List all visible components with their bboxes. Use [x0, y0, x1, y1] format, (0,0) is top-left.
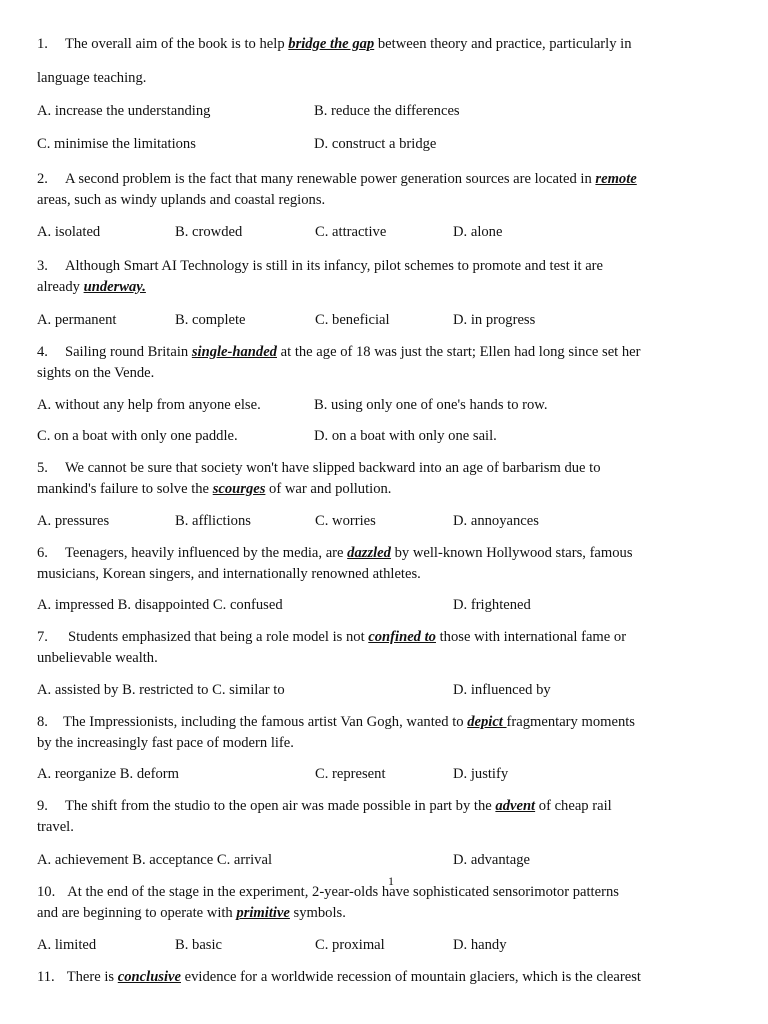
question-6-line-2: musicians, Korean singers, and internationally renowned athletes. — [37, 566, 421, 582]
question-text: At the end of the stage in the experiment, 2-year-olds have sophisticated sensorimotor patterns — [67, 884, 619, 900]
question-number: 2. — [37, 171, 48, 187]
option-d: D. handy — [453, 937, 507, 953]
question-text: by well-known Hollywood stars, famous — [390, 545, 633, 561]
question-9-line-2: travel. — [37, 819, 74, 835]
question-text: Although Smart AI Technology is still in its infancy, pilot schemes to promote and test it are — [64, 258, 604, 274]
question-7-line-2: unbelievable wealth. — [37, 650, 158, 666]
question-text: The overall aim of the book is to help — [64, 36, 289, 52]
question-11-line-1 — [37, 968, 641, 986]
question-number: 8. — [37, 714, 48, 730]
keyword: scourges — [212, 481, 266, 497]
keyword: advent — [495, 798, 536, 814]
option-a: A. limited — [37, 937, 97, 953]
question-4-line-2: sights on the Vende. — [37, 365, 155, 381]
option-b: B. crowded — [175, 224, 243, 240]
question-6-line-1 — [37, 544, 633, 562]
question-5-line-1 — [37, 459, 601, 477]
question-2-line-1 — [37, 170, 637, 188]
option-d: D. construct a bridge — [314, 136, 437, 152]
option-c: C. beneficial — [315, 312, 390, 328]
question-4-line-1 — [37, 343, 641, 361]
option-d: D. on a boat with only one sail. — [314, 428, 497, 444]
question-8-line-2: by the increasingly fast pace of modern life. — [37, 735, 294, 751]
question-text: already — [37, 279, 84, 295]
question-text: of cheap rail — [535, 798, 612, 814]
option-d: D. in progress — [453, 312, 536, 328]
question-text: Teenagers, heavily influenced by the media, are — [64, 545, 348, 561]
options-a-b-c: A. achievement B. acceptance C. arrival — [37, 852, 273, 868]
keyword: single-handed — [191, 344, 277, 360]
question-number: 7. — [37, 629, 48, 645]
question-1-line-1 — [37, 35, 632, 53]
option-d: D. annoyances — [453, 513, 539, 529]
question-3-line-1 — [37, 257, 603, 275]
question-number: 10. — [37, 884, 56, 900]
question-text: There is — [66, 969, 118, 985]
question-text: Students emphasized that being a role model is not — [67, 629, 369, 645]
option-a: A. permanent — [37, 312, 117, 328]
option-d: D. alone — [453, 224, 503, 240]
option-b: B. basic — [175, 937, 223, 953]
option-d: D. frightened — [453, 597, 531, 613]
keyword: primitive — [236, 905, 290, 921]
question-3-line-2 — [37, 278, 146, 296]
question-number: 4. — [37, 344, 48, 360]
option-a: A. without any help from anyone else. — [37, 397, 261, 413]
option-a: A. isolated — [37, 224, 101, 240]
question-8-line-1 — [37, 713, 635, 731]
options-a-b: A. reorganize B. deform — [37, 766, 179, 782]
question-number: 6. — [37, 545, 48, 561]
question-number: 5. — [37, 460, 48, 476]
option-b: B. afflictions — [175, 513, 251, 529]
option-a: A. increase the understanding — [37, 103, 211, 119]
question-text: at the age of 18 was just the start; Ellen had long since set her — [276, 344, 641, 360]
question-number: 3. — [37, 258, 48, 274]
question-text: symbols. — [289, 905, 346, 921]
question-text: mankind's failure to solve the — [37, 481, 213, 497]
question-text: those with international fame or — [435, 629, 627, 645]
option-c: C. minimise the limitations — [37, 136, 196, 152]
question-number: 11. — [37, 969, 55, 985]
option-c: C. represent — [315, 766, 386, 782]
question-10-line-1 — [37, 883, 619, 901]
keyword: bridge the gap — [288, 36, 375, 52]
question-10-line-2 — [37, 904, 346, 922]
question-text: and are beginning to operate with — [37, 905, 237, 921]
question-text: Sailing round Britain — [64, 344, 192, 360]
question-text: fragmentary moments — [506, 714, 635, 730]
option-d: D. advantage — [453, 852, 530, 868]
option-a: A. pressures — [37, 513, 110, 529]
keyword: conclusive — [117, 969, 181, 985]
question-text: evidence for a worldwide recession of mountain glaciers, which is the clearest — [181, 969, 641, 985]
option-b: B. complete — [175, 312, 246, 328]
option-d: D. influenced by — [453, 682, 551, 698]
keyword: remote — [595, 171, 637, 187]
question-1-line-2: language teaching. — [37, 70, 147, 86]
keyword: depict — [467, 714, 507, 730]
option-c: C. attractive — [315, 224, 387, 240]
question-2-line-2: areas, such as windy uplands and coastal regions. — [37, 192, 326, 208]
option-c: C. on a boat with only one paddle. — [37, 428, 238, 444]
question-text: between theory and practice, particularly in — [374, 36, 632, 52]
option-b: B. reduce the differences — [314, 103, 460, 119]
question-number: 9. — [37, 798, 48, 814]
question-7-line-1 — [37, 628, 626, 646]
page-number: 1 — [388, 874, 394, 888]
question-9-line-1 — [37, 797, 612, 815]
question-text: of war and pollution. — [265, 481, 392, 497]
question-5-line-2 — [37, 480, 391, 498]
keyword: underway. — [83, 279, 146, 295]
option-c: C. worries — [315, 513, 376, 529]
option-c: C. proximal — [315, 937, 385, 953]
question-text: A second problem is the fact that many renewable power generation sources are located in — [64, 171, 596, 187]
question-number: 1. — [37, 36, 48, 52]
options-a-b-c: A. impressed B. disappointed C. confused — [37, 597, 283, 613]
keyword: dazzled — [347, 545, 391, 561]
question-text: The Impressionists, including the famous artist Van Gogh, wanted to — [62, 714, 468, 730]
options-a-b-c: A. assisted by B. restricted to C. similar to — [37, 682, 285, 698]
question-text: The shift from the studio to the open air was made possible in part by the — [64, 798, 496, 814]
option-d: D. justify — [453, 766, 509, 782]
keyword: confined to — [368, 629, 436, 645]
question-text: We cannot be sure that society won't have slipped backward into an age of barbarism due to — [64, 460, 601, 476]
option-b: B. using only one of one's hands to row. — [314, 397, 548, 413]
